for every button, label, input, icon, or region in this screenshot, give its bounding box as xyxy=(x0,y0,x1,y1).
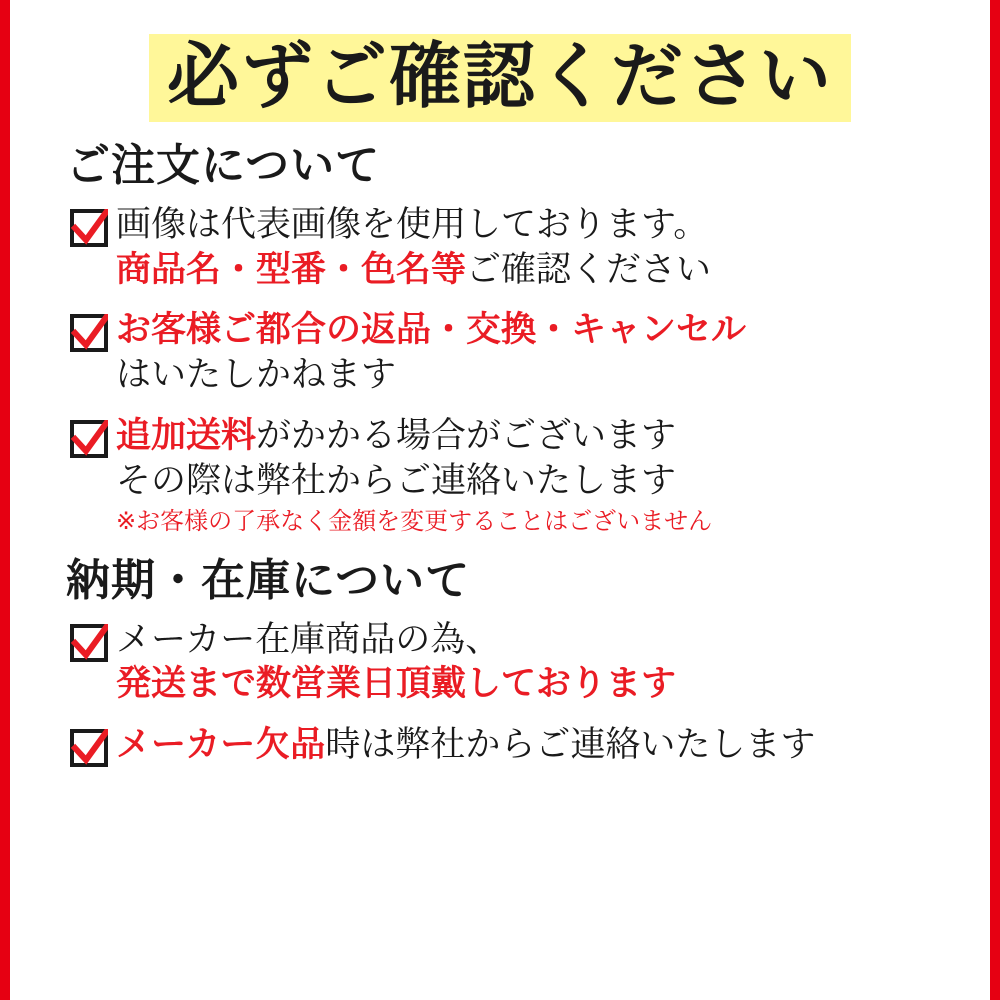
page-title-text: 必ずご確認ください xyxy=(149,34,851,122)
list-item xyxy=(70,618,960,708)
list-item-line xyxy=(116,414,960,459)
list-item xyxy=(70,203,960,293)
list-item-line-rest: がかかる場合がございます xyxy=(256,415,677,456)
emphasis-text: 追加送料 xyxy=(116,415,257,456)
check-box-icon xyxy=(70,314,108,352)
left-red-border xyxy=(0,0,10,1000)
list-item xyxy=(70,723,960,768)
list-item-text xyxy=(116,203,960,293)
list-item-text xyxy=(116,723,960,768)
emphasis-text: 商品名・型番・色名等 xyxy=(116,249,467,290)
notice-content xyxy=(10,0,990,1000)
right-red-border xyxy=(990,0,1000,1000)
list-item-text xyxy=(116,308,960,398)
list-item-line: お客様ご都合の返品・交換・キャンセル xyxy=(116,310,747,351)
list-item-line: メーカー在庫商品の為、 xyxy=(116,619,501,660)
list-item-line xyxy=(116,723,960,768)
check-box-icon xyxy=(70,420,108,458)
page-title xyxy=(40,34,960,122)
list-item-text xyxy=(116,618,960,708)
check-box-icon xyxy=(70,624,108,662)
list-item-line: その際は弊社からご連絡いたします xyxy=(116,460,677,501)
list-item xyxy=(70,308,960,398)
list-item-line xyxy=(116,248,960,293)
check-box-icon xyxy=(70,209,108,247)
emphasis-text: メーカー欠品 xyxy=(116,725,326,766)
list-item-text xyxy=(116,414,960,537)
list-item-line: 発送まで数営業日頂戴しております xyxy=(116,664,677,705)
section-heading-delivery: 納期・在庫について xyxy=(66,554,471,606)
list-item-line: 画像は代表画像を使用しております。 xyxy=(116,204,709,245)
section-heading-order: ご注文について xyxy=(66,140,381,191)
list-item-line: はいたしかねます xyxy=(116,355,397,396)
list-item-line-rest: 時は弊社からご連絡いたします xyxy=(325,725,816,766)
list-item-note: ※お客様の了承なく金額を変更することはございません xyxy=(116,506,713,535)
list-item xyxy=(70,414,960,537)
check-box-icon xyxy=(70,729,108,767)
list-item-line-rest: ご確認ください xyxy=(466,249,712,290)
